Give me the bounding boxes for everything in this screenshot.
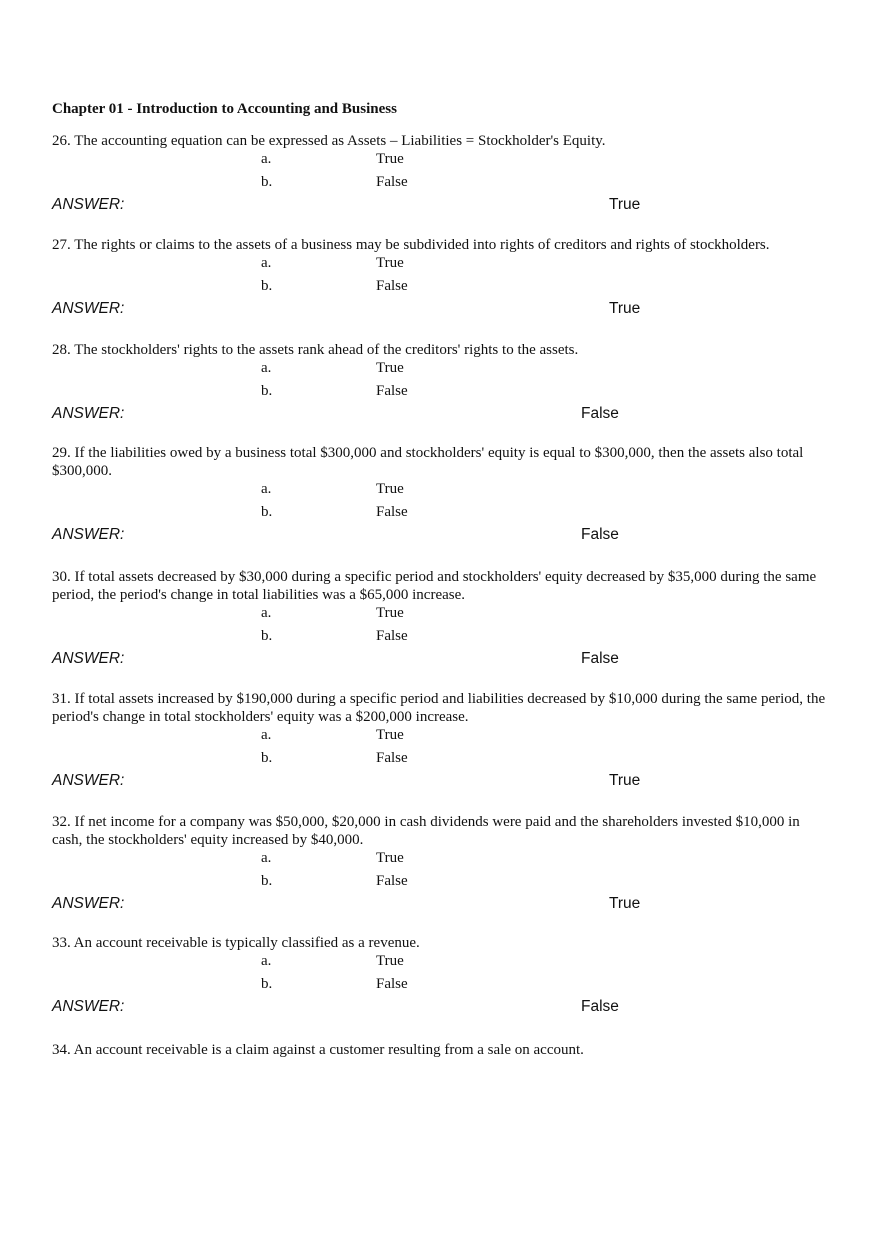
option-letter: b.	[261, 277, 273, 294]
answer-label: ANSWER:	[52, 405, 125, 422]
option-text: True	[376, 850, 404, 866]
option-text: False	[376, 749, 408, 766]
option-letter: a.	[261, 727, 272, 743]
answer-value: False	[581, 998, 619, 1015]
option-b	[52, 503, 832, 526]
question-text: 34. An account receivable is a claim against a customer resulting from a sale on account.	[52, 1042, 584, 1058]
question-text: 27. The rights or claims to the assets of a business may be subdivided into rights of creditors and rights of stockholders.	[52, 237, 770, 253]
answer-row	[52, 894, 832, 914]
question-text: 29. If the liabilities owed by a business total $300,000 and stockholders' equity is equal to $300,000, then the assets also total $300,000.	[52, 445, 804, 479]
answer-label: ANSWER:	[52, 998, 125, 1015]
option-letter: a.	[261, 953, 272, 969]
answer-value: True	[609, 895, 641, 912]
answer-label: ANSWER:	[52, 526, 125, 543]
answer-value: True	[609, 772, 641, 789]
answer-row	[52, 299, 832, 319]
question-text: 32. If net income for a company was $50,000, $20,000 in cash dividends were paid and the shareholders invested $10,000 in cash, the stockholders' equity increased by $40,000.	[52, 814, 800, 848]
option-letter: b.	[261, 975, 273, 992]
option-text: False	[376, 503, 408, 520]
answer-row	[52, 195, 832, 215]
question-28	[52, 341, 832, 424]
option-text: False	[376, 975, 408, 992]
answer-label: ANSWER:	[52, 772, 125, 789]
answer-label: ANSWER:	[52, 650, 125, 667]
question-31	[52, 690, 832, 791]
option-letter: a.	[261, 850, 272, 866]
option-a	[52, 254, 832, 277]
option-letter: b.	[261, 872, 273, 889]
question-32	[52, 813, 832, 914]
option-b	[52, 627, 832, 650]
option-text: True	[376, 360, 404, 376]
option-b	[52, 749, 832, 772]
option-text: False	[376, 382, 408, 399]
answer-row	[52, 649, 832, 669]
option-b	[52, 975, 832, 998]
question-text: 30. If total assets decreased by $30,000 during a specific period and stockholders' equity decreased by $35,000 during the same period, the period's change in total liabilities was a $65,000 increase.	[52, 569, 817, 603]
option-a	[52, 480, 832, 503]
option-b	[52, 277, 832, 300]
question-text: 28. The stockholders' rights to the assets rank ahead of the creditors' rights to the assets.	[52, 342, 579, 358]
option-text: True	[376, 151, 404, 167]
question-text: 31. If total assets increased by $190,000 during a specific period and liabilities decreased by $10,000 during the same period, the period's change in total stockholders' equity was a $200,000 increase.	[52, 691, 826, 725]
chapter-title: Chapter 01 - Introduction to Accounting and Business	[52, 101, 397, 117]
answer-value: False	[581, 405, 619, 422]
option-text: True	[376, 727, 404, 743]
option-letter: b.	[261, 382, 273, 399]
option-text: True	[376, 255, 404, 271]
answer-row	[52, 525, 832, 545]
question-30	[52, 568, 832, 669]
option-text: True	[376, 953, 404, 969]
question-27	[52, 236, 832, 319]
option-a	[52, 150, 832, 173]
option-text: False	[376, 627, 408, 644]
answer-value: False	[581, 650, 619, 667]
option-letter: b.	[261, 627, 273, 644]
option-b	[52, 382, 832, 405]
question-33	[52, 934, 832, 1017]
answer-label: ANSWER:	[52, 300, 125, 317]
option-letter: b.	[261, 503, 273, 520]
answer-row	[52, 771, 832, 791]
option-letter: a.	[261, 151, 272, 167]
option-a	[52, 604, 832, 627]
option-a	[52, 726, 832, 749]
option-b	[52, 872, 832, 895]
answer-value: True	[609, 196, 641, 213]
option-a	[52, 952, 832, 975]
answer-value: False	[581, 526, 619, 543]
question-text: 33. An account receivable is typically classified as a revenue.	[52, 935, 420, 951]
answer-label: ANSWER:	[52, 895, 125, 912]
answer-value: True	[609, 300, 641, 317]
option-text: True	[376, 605, 404, 621]
option-letter: b.	[261, 749, 273, 766]
option-letter: a.	[261, 605, 272, 621]
answer-row	[52, 997, 832, 1017]
question-29	[52, 444, 832, 545]
option-a	[52, 359, 832, 382]
option-text: False	[376, 277, 408, 294]
question-26	[52, 132, 832, 215]
option-a	[52, 849, 832, 872]
option-letter: b.	[261, 173, 273, 190]
option-text: True	[376, 481, 404, 497]
answer-row	[52, 404, 832, 424]
option-letter: a.	[261, 481, 272, 497]
answer-label: ANSWER:	[52, 196, 125, 213]
option-letter: a.	[261, 360, 272, 376]
question-34	[52, 1041, 832, 1059]
option-text: False	[376, 173, 408, 190]
option-text: False	[376, 872, 408, 889]
question-text: 26. The accounting equation can be expressed as Assets – Liabilities = Stockholder's Equity.	[52, 133, 606, 149]
option-letter: a.	[261, 255, 272, 271]
option-b	[52, 173, 832, 196]
